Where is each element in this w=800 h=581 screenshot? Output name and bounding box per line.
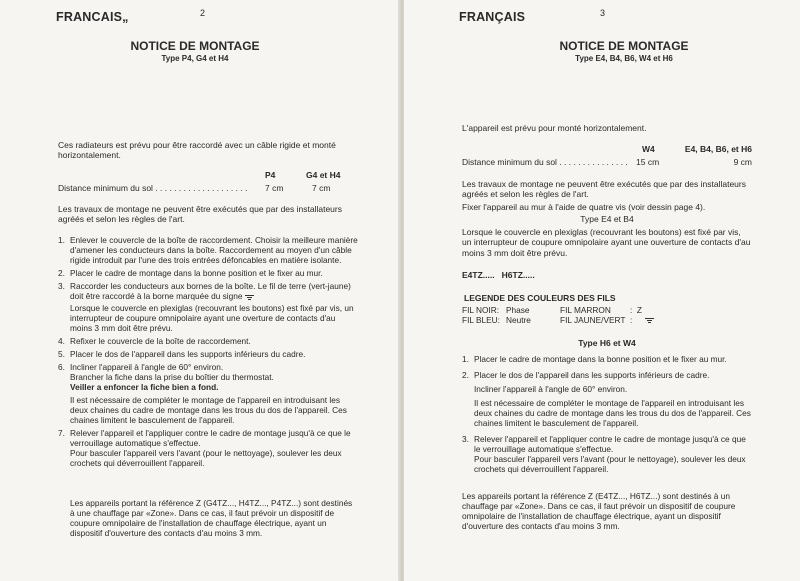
table-value-p4: 7 cm: [265, 183, 284, 193]
table-col-others: E4, B4, B6, et H6: [684, 144, 752, 154]
list-item: 2. Placer le dos de l'appareil dans les supports inférieurs de cadre. Incliner l'appareil à l'angle de 60° environ. Il est nécessaire de compléter le montage de l'appareil en introduisant les deux chaines du cadre de montage dans les trous du dos de l'appareil. Ces chaines limitent le basculement de l'appareil.: [462, 370, 751, 428]
fixing-instruction: Fixer l'appareil au mur à l'aide de quatre vis (voir dessin page 4).: [462, 202, 706, 212]
language-header: FRANÇAIS: [459, 10, 526, 24]
page-number: 3: [600, 8, 606, 18]
closing-text: Les appareils portant la référence Z (E4TZ..., H6TZ...) sont destinés à un chauffage par «Zone». Dans ce cas, il faut prévoir un dispositif de coupure omnipolaire de l'installation de chauffage électrique, ayant un dispositif d'ouverture des contacts d'au moins 3 mm.: [462, 491, 736, 531]
reference-codes: E4TZ..... H6TZ.....: [462, 270, 535, 280]
table-row-label: Distance minimum du sol . . . . . . . . . . . . . . .: [462, 157, 628, 167]
list-item: 3. Relever l'appareil et l'appliquer contre le cadre de montage jusqu'à ce que le verrouillage automatique s'effectue. Pour basculer l'appareil vers l'avant (pour le nettoyage), soulever les deux crochets qui déverrouillent l'appareil.: [462, 434, 746, 474]
table-col-w4: W4: [642, 144, 655, 154]
list-item: 6. Incliner l'appareil à l'angle de 60° environ. Brancher la fiche dans la prise du boîtier du thermostat. Veiller a enfoncer la fiche bien a fond. Il est nécessaire de compléter le montage de l'appareil en introduisant les deux chaines du cadre de montage dans les trous du dos de l'appareil. Ces chaines limitent le basculement de l'appareil.: [58, 362, 347, 425]
page-title: NOTICE DE MONTAGE: [130, 39, 260, 53]
closing-text: Les appareils portant la référence Z (G4TZ..., H4TZ..., P4TZ...) sont destinés à une chauffage par «Zone». Dans ce cas, il faut prévoir un dispositif de coupure omnipolaire de l'installation de chauffage électrique, ayant un dispositif d'ouverture des contacts d'au moins 3 mm.: [70, 498, 353, 538]
legend-row: FIL NOIR: Phase FIL MARRON : Z: [462, 305, 642, 315]
legend-row: FIL BLEU: Neutre FIL JAUNE/VERT :: [462, 315, 752, 325]
steps-list: [462, 354, 754, 480]
table-value-w4: 15 cm: [636, 157, 660, 167]
installer-notice: Les travaux de montage ne peuvent être exécutés que par des installateurs agréés et selon les règles de l'art.: [58, 204, 342, 225]
table-value-others: 9 cm: [733, 157, 752, 167]
list-item: 7. Relever l'appareil et l'appliquer contre le cadre de montage jusqu'à ce que le verrouillage automatique s'effectue. Pour basculer l'appareil vers l'avant (pour le nettoyage), soulever les deux crochets qui déverrouillent l'appareil.: [58, 428, 351, 468]
steps-list: [58, 235, 358, 471]
table-value-g4h4: 7 cm: [312, 183, 331, 193]
intro-text: L'appareil est prévu pour monté horizontalement.: [462, 123, 647, 133]
list-item: 1. Placer le cadre de montage dans la bonne position et le fixer au mur.: [462, 354, 727, 364]
type-h6-heading: Type H6 et W4: [578, 338, 636, 348]
installer-notice: Les travaux de montage ne peuvent être exécutés que par des installateurs agréés et selon les règles de l'art.: [462, 179, 746, 200]
list-item: 5. Placer le dos de l'appareil dans les supports inférieurs du cadre.: [58, 349, 306, 359]
page-title: NOTICE DE MONTAGE: [559, 39, 689, 53]
table-row-label: Distance minimum du sol . . . . . . . . . . . . . . . . . . . .: [58, 183, 248, 193]
right-page: [404, 0, 800, 581]
table-col-g4h4: G4 et H4: [306, 170, 341, 180]
earth-symbol-icon: [645, 316, 654, 323]
type-e4-heading: Type E4 et B4: [580, 214, 634, 224]
list-item: 1. Enlever le couvercle de la boîte de raccordement. Choisir la meilleure manière d'amener les conducteurs dans la boîte. Raccordement au moyen d'un câble rigide introduit par l'une des trois entrées défoncables en matière isolante.: [58, 235, 358, 265]
legend-table: [462, 305, 752, 325]
list-item: 2. Placer le cadre de montage dans la bonne position et le fixer au mur.: [58, 268, 323, 278]
list-item: 3. Raccorder les conducteurs aux bornes de la boîte. Le fil de terre (vert-jaune) doit être raccordé à la borne marquée du signe Lorsque le couvercle en plexiglas (recouvrant les boutons) est fixé par vis, un interrupteur de coupure omnipolaire ayant une overture de contacts d'au moins 3 mm doit être prévu.: [58, 281, 354, 333]
list-item: 4. Refixer le couvercle de la boîte de raccordement.: [58, 336, 251, 346]
table-col-p4: P4: [265, 170, 276, 180]
page-number: 2: [200, 8, 206, 18]
language-header: FRANCAIS„: [56, 10, 129, 24]
plexiglas-notice: Lorsque le couvercle en plexiglas (recouvrant les boutons) est fixé par vis, un interrupteur de coupure omnipolaire ayant une ouverture de contacts d'au moins 3 mm doit être prévu.: [462, 227, 751, 258]
page-subtitle: Type P4, G4 et H4: [161, 54, 229, 63]
page-subtitle: Type E4, B4, B6, W4 et H6: [575, 54, 673, 63]
earth-symbol-icon: [245, 293, 254, 300]
legend-title: LEGENDE DES COULEURS DES FILS: [464, 293, 616, 303]
intro-text: Ces radiateurs est prévu pour être raccordé avec un câble rigide et monté horizontalement.: [58, 140, 336, 161]
